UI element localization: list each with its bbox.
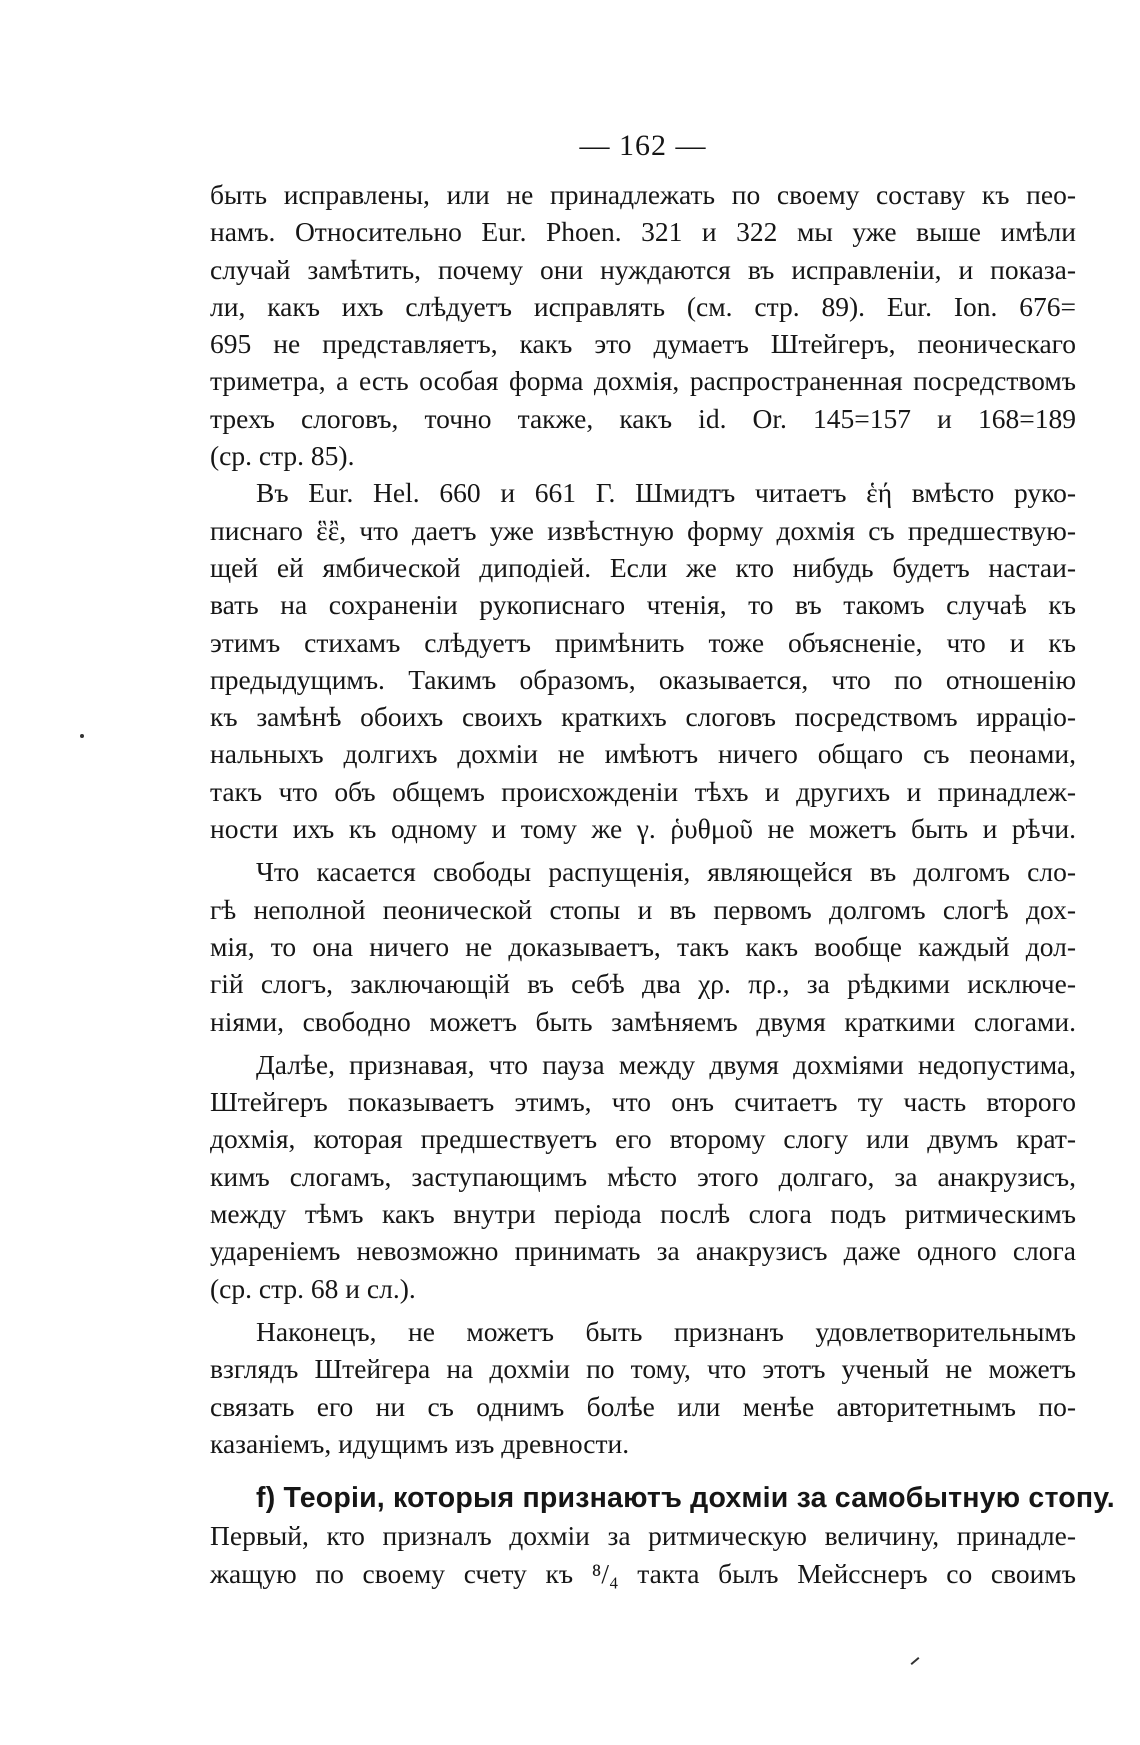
- text-line: ли, какъ ихъ слѣдуетъ исправлять (см. стр. 89). Eur. Ion. 676=: [210, 290, 1076, 322]
- text-line: взглядъ Штейгера на дохміи по тому, что этотъ ученый не можетъ: [210, 1353, 1076, 1385]
- page-number: — 162 —: [579, 129, 707, 162]
- text-line: намъ. Относительно Eur. Phoen. 321 и 322 мы уже выше имѣли: [210, 216, 1076, 248]
- text-line: казаніемъ, идущимъ изъ древности.: [210, 1427, 630, 1459]
- text-line: случай замѣтить, почему они нуждаются въ исправленіи, и показа-: [210, 253, 1076, 285]
- paragraph-4: [210, 1046, 1076, 1307]
- text-line: Что касается свободы распущенія, являющейся въ долгомъ сло-: [256, 856, 1076, 888]
- text-line: кимъ слогамъ, заступающимъ мѣсто этого долгаго, за анакрузисъ,: [210, 1160, 1076, 1192]
- text-line: ніями, свободно можетъ быть замѣняемъ двумя краткими слогами.: [210, 1005, 1076, 1037]
- paragraph-1: [210, 176, 1076, 474]
- text-line: связать его ни съ однимъ болѣе или менѣе авторитетнымъ по-: [210, 1390, 1076, 1422]
- text-line: Первый, кто призналъ дохміи за ритмическую величину, принадле-: [210, 1520, 1076, 1552]
- text-line: нальныхъ долгихъ дохміи не имѣютъ ничего общаго съ пеонами,: [210, 738, 1076, 770]
- text-line: ности ихъ къ одному и тому же γ. ῥυθμοῦ не можетъ быть и рѣчи.: [210, 813, 1076, 845]
- text-line: между тѣмъ какъ внутри періода послѣ слога подъ ритмическимъ: [210, 1198, 1076, 1230]
- text-line: быть исправлены, или не принадлежать по своему составу къ пео-: [210, 179, 1076, 210]
- text-line: удареніемъ невозможно принимать за анакрузисъ даже одного слога: [210, 1235, 1076, 1267]
- text-line: Наконецъ, не можетъ быть признанъ удовлетворительнымъ: [256, 1315, 1076, 1347]
- text-line: Въ Eur. Hel. 660 и 661 Г. Шмидтъ читаетъ ἑή вмѣсто руко-: [256, 477, 1076, 509]
- text-line: гій слогъ, заключающій въ себѣ два χρ. πρ., за рѣдкими исключе-: [210, 968, 1076, 1000]
- section-f: [210, 1480, 1115, 1592]
- scan-mark: [911, 1657, 920, 1665]
- text-line: Штейгеръ показываетъ этимъ, что онъ считаетъ ту часть второго: [210, 1086, 1076, 1118]
- text-line: дохмія, которая предшествуетъ его второму слогу или двумъ крат-: [210, 1123, 1076, 1155]
- text-line: къ замѣнѣ обоихъ своихъ краткихъ слоговъ посредствомъ ирраціо-: [210, 701, 1076, 733]
- text-line: гѣ неполной пеонической стопы и въ первомъ долгомъ слогѣ дох-: [210, 893, 1076, 925]
- text-line: такъ что объ общемъ происхожденіи тѣхъ и другихъ и принадлеж-: [210, 775, 1076, 807]
- text-line: щей ей ямбической диподіей. Если же кто нибудь будетъ настаи-: [210, 551, 1076, 583]
- paragraph-2: [210, 474, 1076, 847]
- text-line: вать на сохраненіи рукописнаго чтенія, то въ такомъ случаѣ къ: [210, 589, 1076, 621]
- paragraph-3: [210, 853, 1076, 1039]
- text-line: писнаго ἓἒ, что даетъ уже извѣстную форму дохмія съ предшествую-: [210, 514, 1076, 546]
- section-heading: f) Теоріи, которыя признаютъ дохміи за самобытную стопу.: [256, 1482, 1115, 1515]
- text-line: мія, то она ничего не доказываетъ, такъ какъ вообще каждый дол-: [210, 930, 1076, 962]
- text-line: (ср. стр. 68 и сл.).: [210, 1272, 416, 1304]
- text-line: 695 не представляетъ, какъ это думаетъ Штейгеръ, пеоническаго: [210, 328, 1076, 360]
- text-line: Далѣе, признавая, что пауза между двумя дохміями недопустима,: [256, 1048, 1076, 1080]
- book-page: [210, 128, 1115, 1592]
- text-line: этимъ стихамъ слѣдуетъ примѣнить тоже объясненіе, что и къ: [210, 626, 1076, 658]
- paragraph-5: [210, 1313, 1076, 1462]
- scan-speck: [80, 734, 84, 738]
- text-line: (ср. стр. 85).: [210, 440, 355, 472]
- text-line: жащую по своему счету къ ⁸/₄ такта былъ Мейсснеръ со своимъ: [210, 1557, 1076, 1589]
- text-line: трехъ слоговъ, точно также, какъ id. Or. 145=157 и 168=189: [210, 402, 1076, 434]
- text-line: триметра, а есть особая форма дохмія, распространенная посредствомъ: [210, 365, 1076, 397]
- text-line: предыдущимъ. Такимъ образомъ, оказывается, что по отношенію: [210, 663, 1076, 695]
